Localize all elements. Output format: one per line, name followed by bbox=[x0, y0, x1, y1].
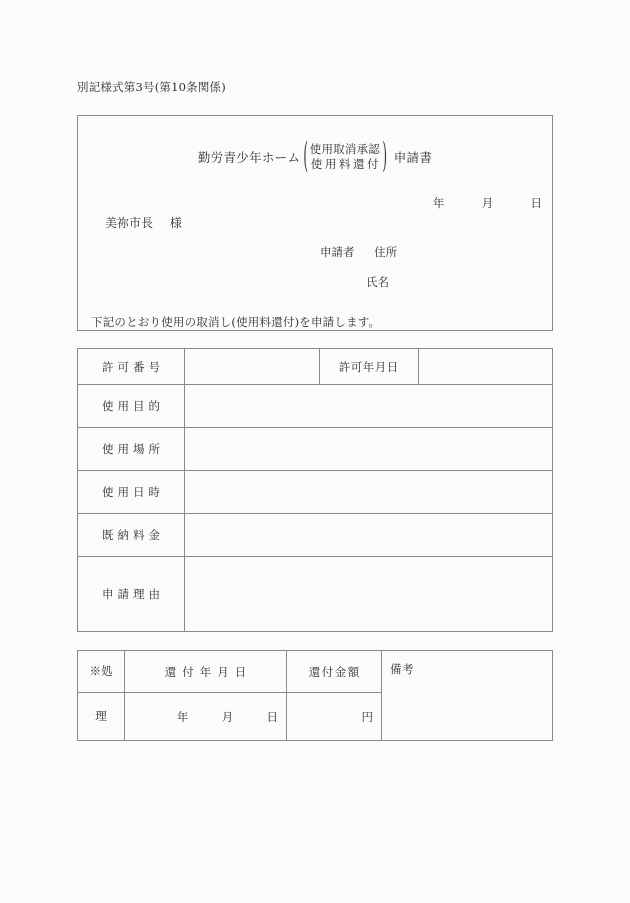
field-use-purpose[interactable] bbox=[185, 385, 553, 428]
field-refund-amount[interactable] bbox=[287, 693, 382, 741]
title-paren-group bbox=[303, 137, 388, 177]
label-application-reason: 申請理由 bbox=[78, 557, 185, 632]
official-processing-table bbox=[77, 650, 553, 741]
application-details-table bbox=[77, 348, 553, 632]
header-refund-amount: 還付金額 bbox=[287, 651, 382, 693]
table-row bbox=[78, 471, 553, 514]
field-refund-date[interactable] bbox=[125, 693, 287, 741]
label-use-datetime: 使用日時 bbox=[78, 471, 185, 514]
addressee-name: 美祢市長 bbox=[105, 216, 154, 230]
processing-mark-bottom: 理 bbox=[78, 693, 125, 741]
form-number: 別記様式第3号(第10条関係) bbox=[77, 80, 226, 94]
table-row bbox=[78, 514, 553, 557]
date-year-label: 年 bbox=[432, 196, 445, 210]
header-remarks-label: 備考 bbox=[390, 662, 414, 676]
header-remarks[interactable] bbox=[382, 651, 553, 741]
title-main-text: 勤労青少年ホーム bbox=[197, 149, 301, 165]
field-paid-fee[interactable] bbox=[185, 514, 553, 557]
field-permit-number[interactable] bbox=[185, 349, 320, 385]
field-use-datetime[interactable] bbox=[185, 471, 553, 514]
field-permit-date[interactable] bbox=[418, 349, 553, 385]
processing-mark-top bbox=[78, 651, 125, 693]
applicant-name-row bbox=[366, 274, 389, 290]
table-row bbox=[78, 651, 553, 693]
currency-unit-label: 円 bbox=[361, 709, 373, 724]
refund-date-year: 年 bbox=[176, 709, 189, 724]
header-box bbox=[77, 115, 553, 331]
label-paid-fee: 既納料金 bbox=[78, 514, 185, 557]
paren-close-glyph: ) bbox=[382, 137, 388, 177]
field-use-place[interactable] bbox=[185, 428, 553, 471]
label-use-place: 使用場所 bbox=[78, 428, 185, 471]
applicant-address-label: 住所 bbox=[374, 245, 398, 259]
processing-mark-top-text: ※処 bbox=[89, 664, 113, 679]
addressee bbox=[105, 214, 182, 231]
table-row bbox=[78, 428, 553, 471]
submission-date-line bbox=[433, 195, 542, 211]
table-row bbox=[78, 349, 553, 385]
table-row bbox=[78, 385, 553, 428]
paren-open-glyph: ( bbox=[303, 137, 309, 177]
application-statement: 下記のとおり使用の取消し(使用料還付)を申請します。 bbox=[91, 315, 381, 329]
label-permit-number: 許可番号 bbox=[78, 349, 185, 385]
title-options bbox=[310, 142, 382, 171]
applicant-label: 申請者 bbox=[320, 245, 355, 259]
document-title bbox=[78, 137, 552, 177]
field-application-reason[interactable] bbox=[185, 557, 553, 632]
table-row bbox=[78, 557, 553, 632]
date-day-label: 日 bbox=[530, 196, 542, 210]
title-option-fee-refund: 使用料還付 bbox=[310, 156, 382, 171]
addressee-honorific: 様 bbox=[169, 216, 182, 230]
refund-date-day: 日 bbox=[266, 709, 278, 724]
label-use-purpose: 使用目的 bbox=[78, 385, 185, 428]
title-option-cancel-approval: 使用取消承認 bbox=[309, 142, 380, 156]
title-tail-text: 申請書 bbox=[393, 149, 433, 165]
refund-date-month: 月 bbox=[221, 709, 234, 724]
label-permit-date: 許可年月日 bbox=[319, 349, 418, 385]
date-month-label: 月 bbox=[481, 196, 494, 210]
applicant-name-label: 氏名 bbox=[366, 275, 389, 289]
applicant-address-row bbox=[320, 244, 397, 260]
header-refund-date: 還付年月日 bbox=[125, 651, 287, 693]
